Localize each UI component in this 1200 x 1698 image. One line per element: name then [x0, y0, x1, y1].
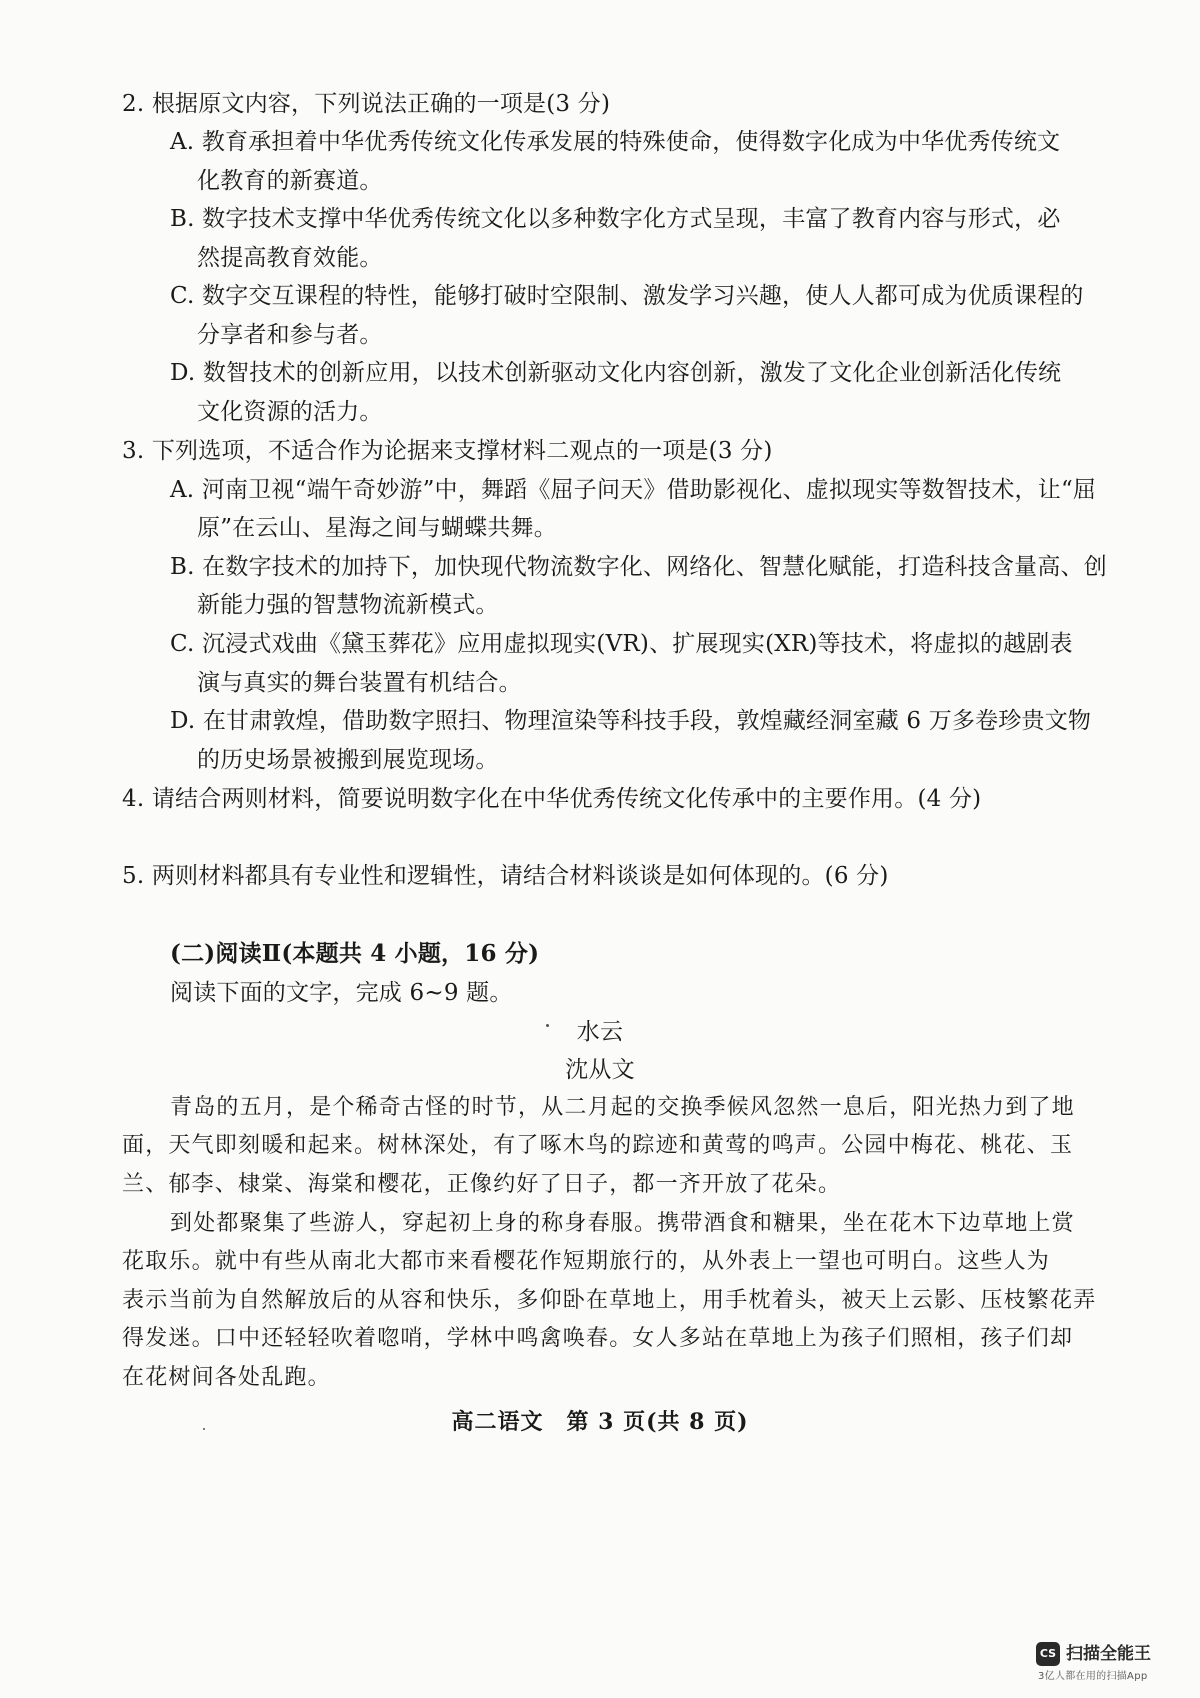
- question-4-stem: 4. 请结合两则材料，简要说明数字化在中华优秀传统文化传承中的主要作用。(4 分): [122, 786, 982, 812]
- article-author: 沈从文: [565, 1057, 635, 1083]
- question-3-option-c-cont: 演与真实的舞台装置有机结合。: [197, 670, 522, 696]
- question-2-option-d: D. 数智技术的创新应用，以技术创新驱动文化内容创新，激发了文化企业创新活化传统: [170, 360, 1062, 386]
- question-5-stem: 5. 两则材料都具有专业性和逻辑性，请结合材料谈谈是如何体现的。(6 分): [122, 863, 889, 889]
- question-2-option-c: C. 数字交互课程的特性，能够打破时空限制、激发学习兴趣，使人人都可成为优质课程的: [170, 283, 1084, 309]
- article-paragraph-2-line-4: 得发迷。口中还轻轻吹着唿哨，学林中鸣禽唤春。女人多站在草地上为孩子们照相，孩子们却: [122, 1326, 1074, 1351]
- question-3-option-a-cont: 原”在云山、星海之间与蝴蝶共舞。: [197, 515, 557, 541]
- scan-speck: [546, 1024, 549, 1027]
- scanner-watermark: [1036, 1640, 1186, 1686]
- article-title: 水云: [576, 1019, 624, 1045]
- article-paragraph-1-line-3: 兰、郁李、棣棠、海棠和樱花，正像约好了日子，都一齐开放了花朵。: [122, 1172, 842, 1197]
- question-3-option-a: A. 河南卫视“端午奇妙游”中，舞蹈《屈子问天》借助影视化、虚拟现实等数智技术，让“屈: [170, 477, 1097, 503]
- question-3-option-b: B. 在数字技术的加持下，加快现代物流数字化、网络化、智慧化赋能，打造科技含量高、创: [170, 554, 1107, 580]
- question-2-option-b: B. 数字技术支撑中华优秀传统文化以多种数字化方式呈现，丰富了教育内容与形式，必: [170, 206, 1061, 232]
- question-3-option-b-cont: 新能力强的智慧物流新模式。: [197, 592, 499, 618]
- article-paragraph-2-line-5: 在花树间各处乱跑。: [122, 1365, 331, 1390]
- article-paragraph-2-line-3: 表示当前为自然解放后的从容和快乐，多仰卧在草地上，用手枕着头，被天上云影、压枝繁花弄: [122, 1288, 1097, 1313]
- question-2-option-a: A. 教育承担着中华优秀传统文化传承发展的特殊使命，使得数字化成为中华优秀传统文: [170, 129, 1061, 155]
- article-paragraph-1-line-2: 面，天气即刻暖和起来。树林深处，有了啄木鸟的踪迹和黄莺的鸣声。公园中梅花、桃花、玉: [122, 1133, 1074, 1158]
- question-2-option-d-cont: 文化资源的活力。: [197, 399, 383, 425]
- question-2-option-c-cont: 分享者和参与者。: [197, 322, 383, 348]
- question-3-option-c: C. 沉浸式戏曲《黛玉葬花》应用虚拟现实(VR)、扩展现实(XR)等技术，将虚拟的越剧表: [170, 631, 1073, 657]
- scan-speck: [203, 1428, 205, 1430]
- watermark-title: 扫描全能王: [1066, 1644, 1151, 1664]
- question-2-stem: 2. 根据原文内容，下列说法正确的一项是(3 分): [122, 91, 611, 117]
- question-2-option-b-cont: 然提高教育效能。: [197, 245, 383, 271]
- page-footer: 高二语文 第 3 页(共 8 页): [451, 1409, 749, 1435]
- article-paragraph-2-line-2: 花取乐。就中有些从南北大都市来看樱花作短期旅行的，从外表上一望也可明白。这些人为: [122, 1249, 1051, 1274]
- section-instruction: 阅读下面的文字，完成 6~9 题。: [170, 980, 513, 1006]
- section-heading: (二)阅读Ⅱ(本题共 4 小题，16 分): [170, 940, 540, 967]
- article-paragraph-2-line-1: 到处都聚集了些游人，穿起初上身的称身春服。携带酒食和糖果，坐在花木下边草地上赏: [170, 1211, 1075, 1236]
- article-paragraph-1-line-1: 青岛的五月，是个稀奇古怪的时节，从二月起的交换季候风忽然一息后，阳光热力到了地: [170, 1095, 1075, 1120]
- question-3-option-d-cont: 的历史场景被搬到展览现场。: [197, 747, 499, 773]
- question-2-option-a-cont: 化教育的新赛道。: [197, 168, 383, 194]
- question-3-option-d: D. 在甘肃敦煌，借助数字照扫、物理渲染等科技手段，敦煌藏经洞室藏 6 万多卷珍贵文物: [170, 708, 1092, 734]
- watermark-subtitle: 3亿人都在用的扫描App: [1038, 1671, 1148, 1682]
- question-3-stem: 3. 下列选项，不适合作为论据来支撑材料二观点的一项是(3 分): [122, 438, 773, 464]
- cs-logo-icon: CS: [1036, 1642, 1060, 1666]
